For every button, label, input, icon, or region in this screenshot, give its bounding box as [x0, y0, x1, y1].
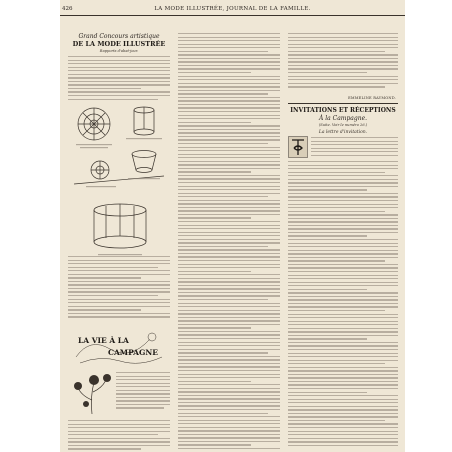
banner-title-part1: LA VIE À LA: [78, 336, 129, 345]
column-3: [288, 20, 398, 450]
journal-page: [60, 0, 405, 452]
author-signature: EMMELINE RAYMOND.: [348, 96, 396, 100]
contest-heading: Grand Concours artistique: [78, 33, 160, 40]
decorative-initial: [288, 136, 308, 158]
section-rule: [288, 103, 398, 104]
country-life-text: [68, 420, 170, 450]
contest-subheading: Rapports d'abat-jour.: [99, 49, 139, 53]
preceding-article-text: [288, 33, 398, 90]
flower-sprig-illustration: [70, 368, 114, 416]
invitations-drop-text: [311, 137, 398, 158]
contest-rules-text: [68, 256, 170, 320]
intro-text: [68, 56, 170, 102]
header-rule: [60, 15, 405, 16]
invitations-byline: (Suite. Voir le numéro 26.): [318, 123, 368, 127]
banner-side-text: [116, 372, 170, 411]
banner-title-part2: CAMPAGNE: [108, 348, 158, 357]
invitations-heading: INVITATIONS ET RÉCEPTIONS: [290, 107, 396, 114]
contest-heading-line2: DE LA MODE ILLUSTRÉE: [72, 40, 166, 48]
country-life-banner: [70, 327, 168, 367]
column-2-text: [178, 33, 280, 450]
invitations-text: [288, 161, 398, 448]
invitations-section-title: La lettre d'invitation.: [318, 130, 368, 135]
column-1: [68, 20, 170, 450]
invitations-subheading: À la Campagne.: [318, 115, 368, 122]
journal-title: LA MODE ILLUSTRÉE, JOURNAL DE LA FAMILLE.: [154, 6, 311, 12]
page-number: 426: [62, 6, 73, 12]
column-2: [178, 20, 280, 450]
running-header: [60, 6, 405, 16]
